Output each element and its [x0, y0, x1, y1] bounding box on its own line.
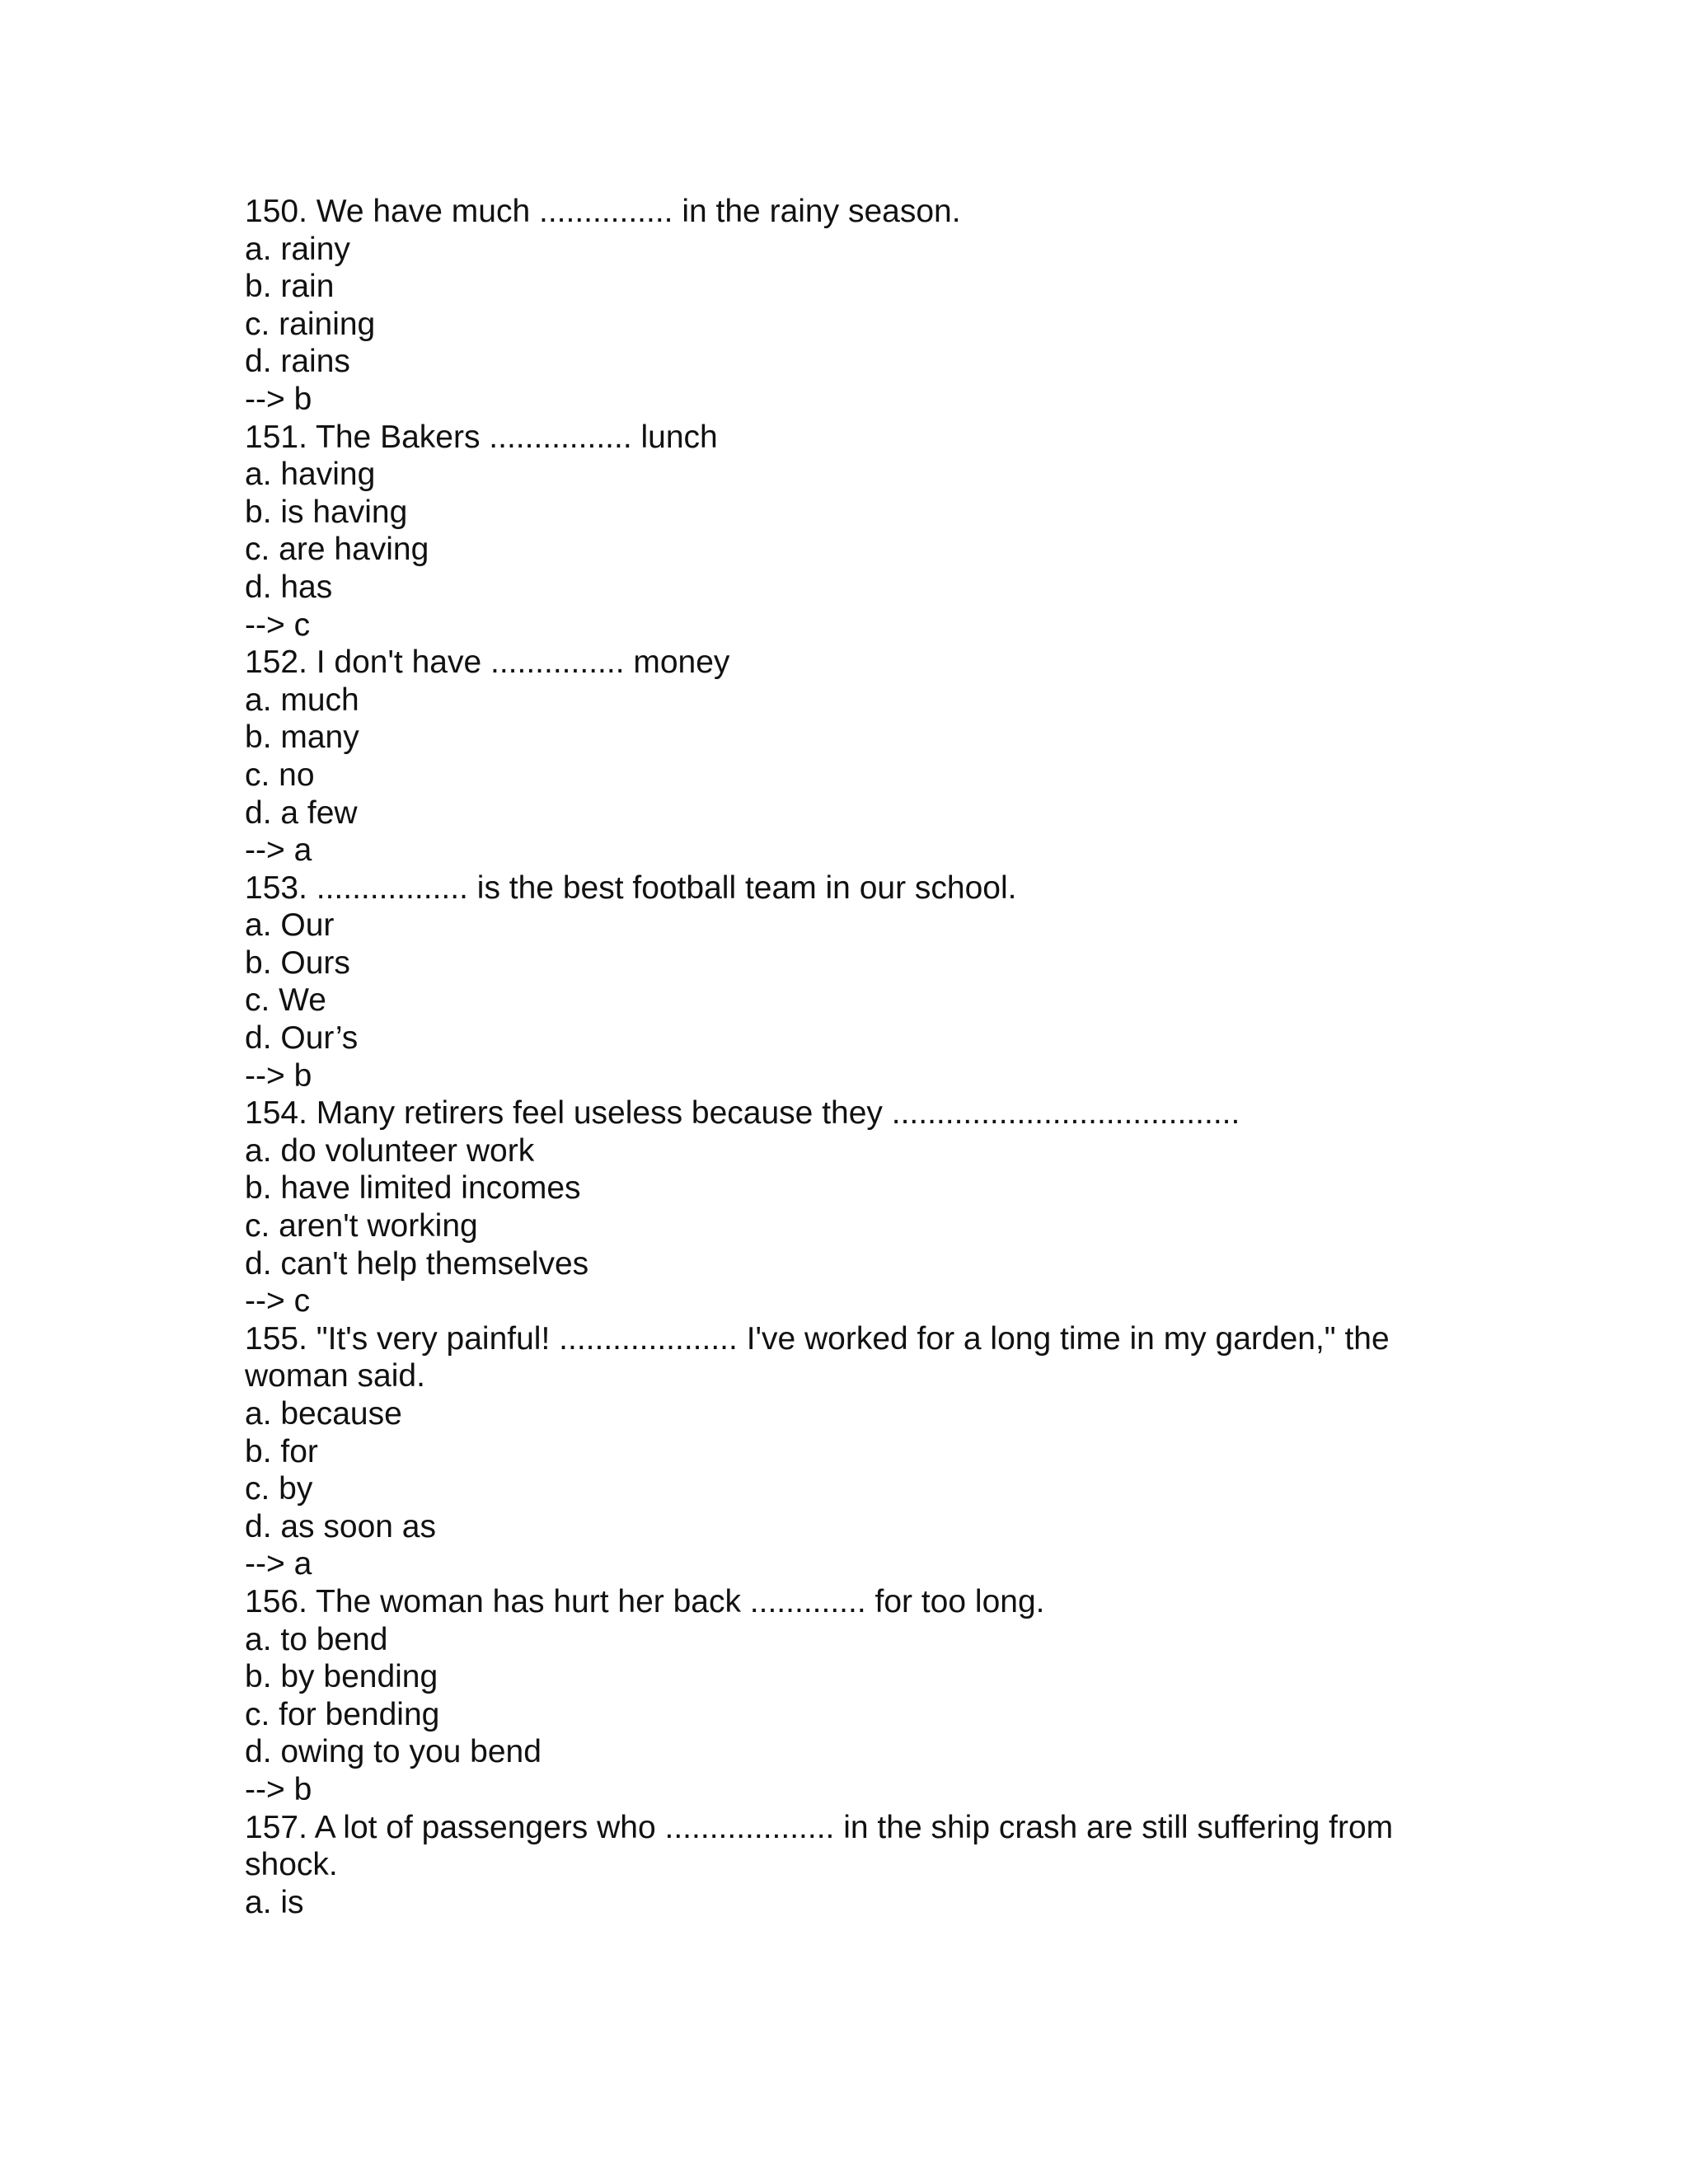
option-c: c. We: [245, 982, 326, 1019]
question-stem: 152. I don't have ............... money: [245, 644, 730, 681]
option-a: a. because: [245, 1396, 402, 1432]
question-152: [245, 644, 1448, 869]
option-a: a. to bend: [245, 1621, 388, 1657]
option-d: d. has: [245, 569, 333, 605]
option-c: c. no: [245, 757, 315, 793]
option-d: d. can't help themselves: [245, 1245, 589, 1282]
answer: --> a: [245, 1546, 312, 1582]
question-stem: 156. The woman has hurt her back ............. for too long.: [245, 1583, 1045, 1619]
answer: --> c: [245, 607, 311, 643]
answer: --> b: [245, 1057, 312, 1094]
option-b: b. many: [245, 719, 359, 756]
option-c: c. are having: [245, 532, 429, 568]
answer: --> a: [245, 832, 312, 869]
question-156: [245, 1583, 1448, 1809]
option-d: d. Our’s: [245, 1020, 359, 1057]
question-stem: 151. The Bakers ................ lunch: [245, 419, 718, 455]
answer: --> c: [245, 1283, 311, 1319]
option-d: d. as soon as: [245, 1508, 436, 1544]
option-d: d. a few: [245, 794, 358, 831]
option-b: b. Ours: [245, 944, 350, 981]
option-b: b. have limited incomes: [245, 1170, 581, 1207]
answer: --> b: [245, 1771, 312, 1807]
option-a: a. is: [245, 1884, 304, 1920]
question-153: [245, 869, 1448, 1095]
option-c: c. by: [245, 1471, 313, 1507]
question-157: [245, 1809, 1448, 1922]
question-151: [245, 419, 1448, 644]
option-a: a. rainy: [245, 231, 350, 267]
option-b: b. by bending: [245, 1659, 438, 1695]
option-d: d. rains: [245, 344, 350, 380]
option-c: c. raining: [245, 306, 376, 342]
option-a: a. Our: [245, 907, 335, 944]
option-a: a. do volunteer work: [245, 1132, 535, 1169]
option-d: d. owing to you bend: [245, 1734, 542, 1770]
question-155: [245, 1320, 1448, 1583]
option-c: c. aren't working: [245, 1208, 478, 1244]
option-b: b. rain: [245, 269, 335, 305]
option-a: a. having: [245, 457, 376, 493]
question-list: [245, 193, 1448, 1921]
question-stem: 154. Many retirers feel useless because they .......................................: [245, 1095, 1240, 1132]
question-stem: 150. We have much ............... in the rainy season.: [245, 194, 961, 229]
question-stem: 155. "It's very painful! .................... I've worked for a long time in my garden," the woman said.: [245, 1320, 1399, 1394]
answer: --> b: [245, 381, 312, 417]
question-stem: 153. ................. is the best football team in our school.: [245, 869, 1017, 906]
question-stem: 157. A lot of passengers who ................... in the ship crash are still suffering from shock.: [245, 1809, 1402, 1883]
question-154: [245, 1094, 1448, 1320]
option-b: b. is having: [245, 494, 408, 530]
option-c: c. for bending: [245, 1696, 440, 1732]
option-a: a. much: [245, 682, 359, 718]
option-b: b. for: [245, 1433, 318, 1469]
question-150: [245, 193, 1448, 419]
